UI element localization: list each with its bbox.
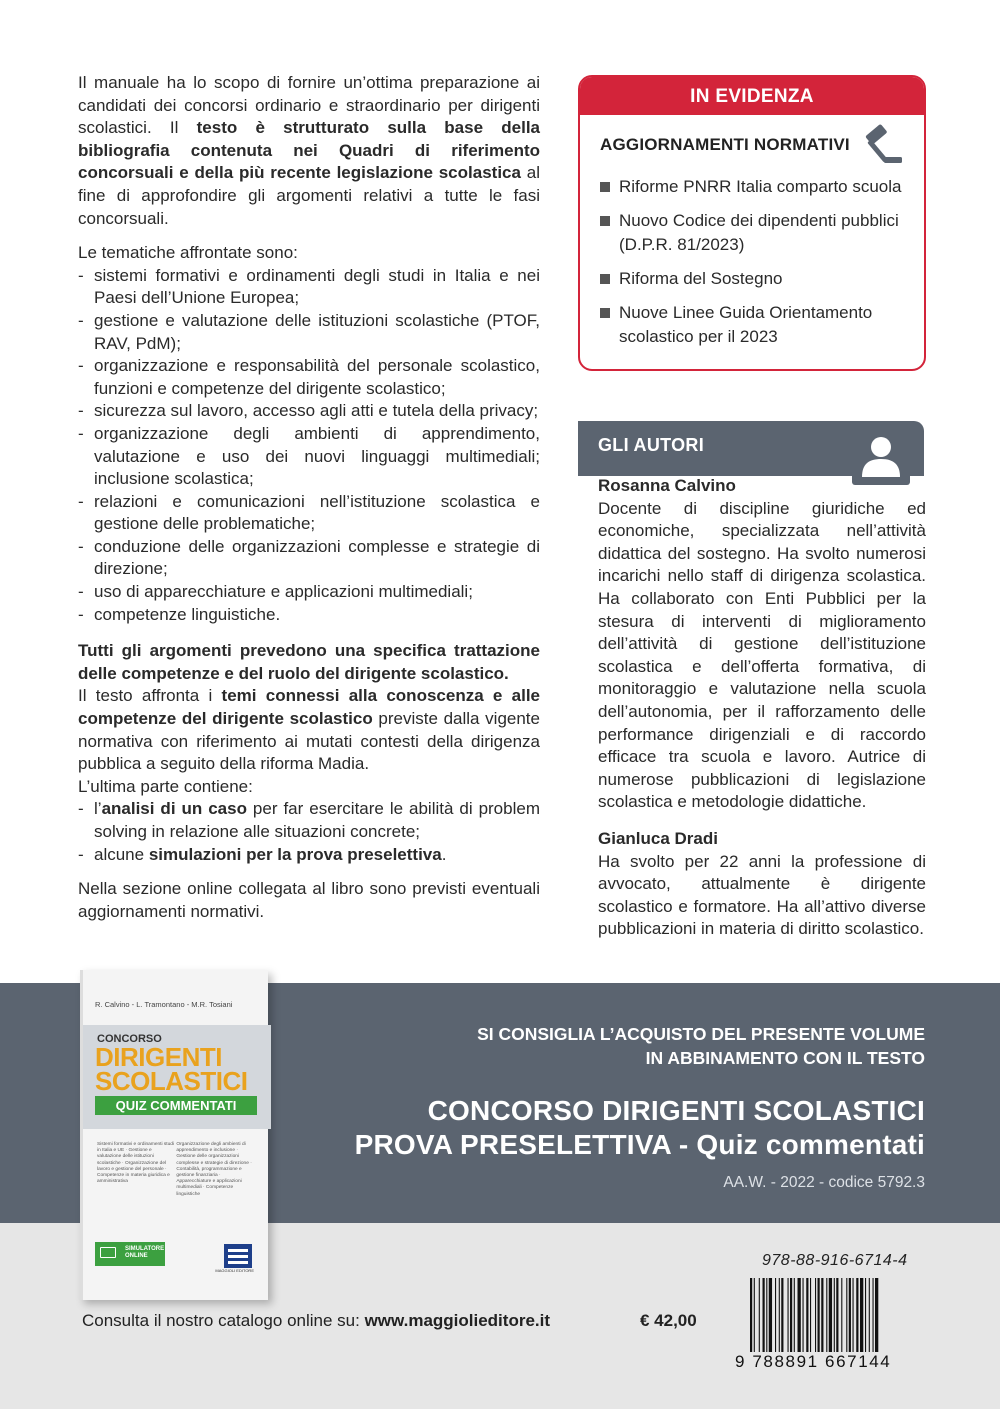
laptop-icon <box>100 1247 116 1258</box>
book-quiz-label: QUIZ COMMENTATI <box>95 1096 257 1115</box>
author-name: Rosanna Calvino <box>598 476 736 495</box>
book-cover-image <box>80 970 268 1300</box>
list-item: - uso di apparecchiature e applicazioni multimediali; <box>78 581 540 604</box>
book-title <box>95 1042 248 1096</box>
book-contents <box>97 1142 261 1198</box>
barcode-bar <box>754 1278 755 1352</box>
intro-text-a: Il manuale ha lo scopo di fornire un’ottima preparazione ai candidati dei concorsi ordinario e straordinario per dirigenti scolastici. Il <box>78 73 540 138</box>
recommended-title <box>355 1094 925 1162</box>
evidenza-list <box>600 175 910 359</box>
recommended-title-line: PROVA PRESELETTIVA - Quiz commentati <box>354 1129 925 1160</box>
list-item <box>600 209 910 257</box>
intro-text-bold: testo è strutturato sulla base della bibliografia contenuta nei Quadri di riferimento concorsuali e della più recente legislazione scolastica <box>78 118 540 183</box>
list-item: - gestione e valutazione delle istituzioni scolastiche (PTOF, RAV, PdM); <box>78 310 540 355</box>
barcode-bar <box>803 1278 804 1352</box>
gavel-icon <box>856 121 906 171</box>
authors-body <box>598 475 926 955</box>
item-text: . <box>441 844 447 864</box>
list-item: - sicurezza sul lavoro, accesso agli atti e tutela della privacy; <box>78 400 540 423</box>
list-item-label: Riforma del Sostegno <box>619 269 783 288</box>
item-text: l’ <box>94 799 102 819</box>
list-item <box>600 267 910 291</box>
arguments-text-bold: temi connessi alla conoscenza e alle competenze del dirigente scolastico <box>78 686 540 729</box>
recommendation-text <box>477 1022 925 1070</box>
barcode-bar <box>798 1278 801 1352</box>
last-part-list <box>78 798 540 866</box>
barcode-bar <box>763 1278 765 1352</box>
barcode-bar <box>766 1278 767 1352</box>
barcode-bar <box>860 1278 863 1352</box>
intro-text-c: al fine di approfondire gli argomenti relativi a tutte le fasi concorsuali. <box>78 163 540 228</box>
barcode-bar <box>829 1278 832 1352</box>
book-simulator-badge: SIMULATORE ONLINE <box>95 1242 165 1266</box>
barcode-image <box>748 1278 922 1354</box>
barcode-bar <box>775 1278 776 1352</box>
book-contents-col: Organizzazione degli ambienti di apprendimento e inclusione · Gestione delle organizzazioni complesse e strategie di direzione · Contabilità, programmazione e gestione finanziaria · Apparecchiature e applicazioni multimediali · Competenze linguistiche <box>176 1142 252 1197</box>
catalog-line <box>82 1311 550 1331</box>
author-bio: Docente di discipline giuridiche ed economiche, specializzata nell’attività didattica del sostegno. Ha svolto numerosi incarichi nello staff di dirigenza scolastica. Ha collaborato con Enti Pubblici per la stesura di interventi di miglioramento dell’attività di gestione dell’istituzione scolastica e dell’offerta formativa, di monitoraggio e valutazione nella scuola dell’autonomia, per il rafforzamento delle performance dirigenziali e di raccordo efficace tra scuola e lavoro. Autrice di numerose pubblicazioni di legislazione scolastica e metodologie didattiche. <box>598 498 926 812</box>
book-authors: R. Calvino - L. Tramontano - M.R. Tosiani <box>95 1000 233 1009</box>
list-item: - relazioni e comunicazioni nell’istituzione scolastica e gestione delle problematiche; <box>78 491 540 536</box>
recommended-meta: AA.W. - 2022 - codice 5792.3 <box>723 1174 925 1191</box>
catalog-text: Consulta il nostro catalogo online su: <box>82 1311 365 1330</box>
item-bold: analisi di un caso <box>101 799 247 819</box>
barcode-digits: 9 788891 667144 <box>735 1352 892 1371</box>
catalog-link[interactable]: www.maggiolieditore.it <box>364 1311 551 1330</box>
barcode-bar <box>806 1278 808 1352</box>
recommended-title-line: CONCORSO DIRIGENTI SCOLASTICI <box>427 1095 925 1126</box>
barcode-bar <box>841 1278 842 1352</box>
barcode-bar <box>826 1278 827 1352</box>
list-item-label: Nuovo Codice dei dipendenti pubblici (D.P.R. 81/2023) <box>619 211 899 254</box>
barcode-bar <box>834 1278 835 1352</box>
arguments-text-c: previste dalla vigente normativa con riferimento ai mutati contesti della dirigenza pubblica a seguito della riforma Madia. <box>78 709 540 774</box>
barcode-bar <box>853 1278 854 1352</box>
barcode-bar <box>815 1278 816 1352</box>
bullet-square-icon <box>600 216 610 226</box>
topics-list <box>78 265 540 627</box>
list-item <box>78 798 540 843</box>
item-bold: simulazioni per la prova preselettiva <box>148 844 442 864</box>
barcode-bar <box>849 1278 851 1352</box>
barcode-bar <box>810 1278 811 1352</box>
list-item-label: Nuove Linee Guida Orientamento scolastico per il 2023 <box>619 303 873 346</box>
publisher-logo-icon <box>224 1244 252 1268</box>
list-item: - organizzazione degli ambienti di apprendimento, valutazione e uso dei nuovi linguaggi multimediali; inclusione scolastica; <box>78 423 540 491</box>
evidenza-box <box>578 75 926 371</box>
book-title-line: SCOLASTICI <box>95 1066 248 1096</box>
author-name: Gianluca Dradi <box>598 828 718 848</box>
barcode-bar <box>788 1278 789 1352</box>
barcode-bar <box>790 1278 792 1352</box>
list-item <box>78 844 540 867</box>
barcode-bar <box>865 1278 866 1352</box>
evidenza-subtitle: AGGIORNAMENTI NORMATIVI <box>600 135 850 154</box>
evidenza-header: IN EVIDENZA <box>580 77 924 115</box>
barcode-bar <box>875 1278 878 1352</box>
bullet-square-icon <box>600 182 610 192</box>
barcode-bar <box>781 1278 783 1352</box>
barcode-bar <box>821 1278 823 1352</box>
description-column <box>78 72 540 935</box>
list-item-label: Riforme PNRR Italia comparto scuola <box>619 177 902 196</box>
topics-heading: Le tematiche affrontate sono: <box>78 243 298 263</box>
barcode-bar <box>869 1278 870 1352</box>
barcode-bar <box>846 1278 847 1352</box>
authors-title: GLI AUTORI <box>598 435 704 455</box>
list-item <box>600 301 910 349</box>
isbn: 978-88-916-6714-4 <box>762 1252 908 1269</box>
item-text: alcune <box>94 844 149 864</box>
list-item: - competenze linguistiche. <box>78 604 540 627</box>
intro-paragraph <box>78 72 540 230</box>
bullet-square-icon <box>600 308 610 318</box>
list-item: - organizzazione e responsabilità del personale scolastico, funzioni e competenze del dirigente scolastico; <box>78 355 540 400</box>
arguments-bold: Tutti gli argomenti prevedono una specifica trattazione delle competenze e del ruolo del dirigente scolastico. <box>78 641 540 683</box>
barcode-bar <box>873 1278 874 1352</box>
online-note: Nella sezione online collegata al libro sono previsti eventuali aggiornamenti normativi. <box>78 879 540 921</box>
barcode-bar <box>750 1278 752 1352</box>
arguments-text-a: Il testo affronta i <box>78 686 222 706</box>
barcode-bar <box>759 1278 760 1352</box>
list-item: - sistemi formativi e ordinamenti degli studi in Italia e nei Paesi dell’Unione Europea; <box>78 265 540 310</box>
barcode-bar <box>769 1278 772 1352</box>
item-text: per far esercitare le abilità di problem solving in relazione alle situazioni concrete; <box>94 799 540 841</box>
publisher-name: MAGGIOLI EDITORE <box>215 1268 254 1273</box>
barcode-bar <box>794 1278 795 1352</box>
authors-header <box>578 421 924 476</box>
price: € 42,00 <box>640 1311 697 1330</box>
list-item <box>600 175 910 199</box>
book-title-line: DIRIGENTI <box>95 1042 222 1072</box>
bullet-square-icon <box>600 274 610 284</box>
barcode-bar <box>818 1278 820 1352</box>
barcode-bar <box>836 1278 838 1352</box>
barcode-bar <box>856 1278 858 1352</box>
book-contents-col: Sistemi formativi e ordinamenti studi in Italia e UE · Gestione e valutazione delle istituzioni scolastiche · Organizzazione del lavoro e gestione del personale · Competenze in materia giuridica e amministrativa <box>97 1142 175 1185</box>
barcode-bar <box>779 1278 780 1352</box>
author-bio: Ha svolto per 22 anni la professione di avvocato, attualmente è dirigente scolastico e formatore. Ha all’attivo diverse pubblicazioni in materia di diritto scolastico. <box>598 851 926 939</box>
book-concorso: CONCORSO <box>97 1033 162 1045</box>
list-item: - conduzione delle organizzazioni complesse e strategie di direzione; <box>78 536 540 581</box>
recommendation-line: IN ABBINAMENTO CON IL TESTO <box>645 1048 925 1068</box>
recommendation-line: SI CONSIGLIA L’ACQUISTO DEL PRESENTE VOLUME <box>477 1024 925 1044</box>
last-part-heading: L’ultima parte contiene: <box>78 776 253 796</box>
arguments-paragraph <box>78 685 540 775</box>
